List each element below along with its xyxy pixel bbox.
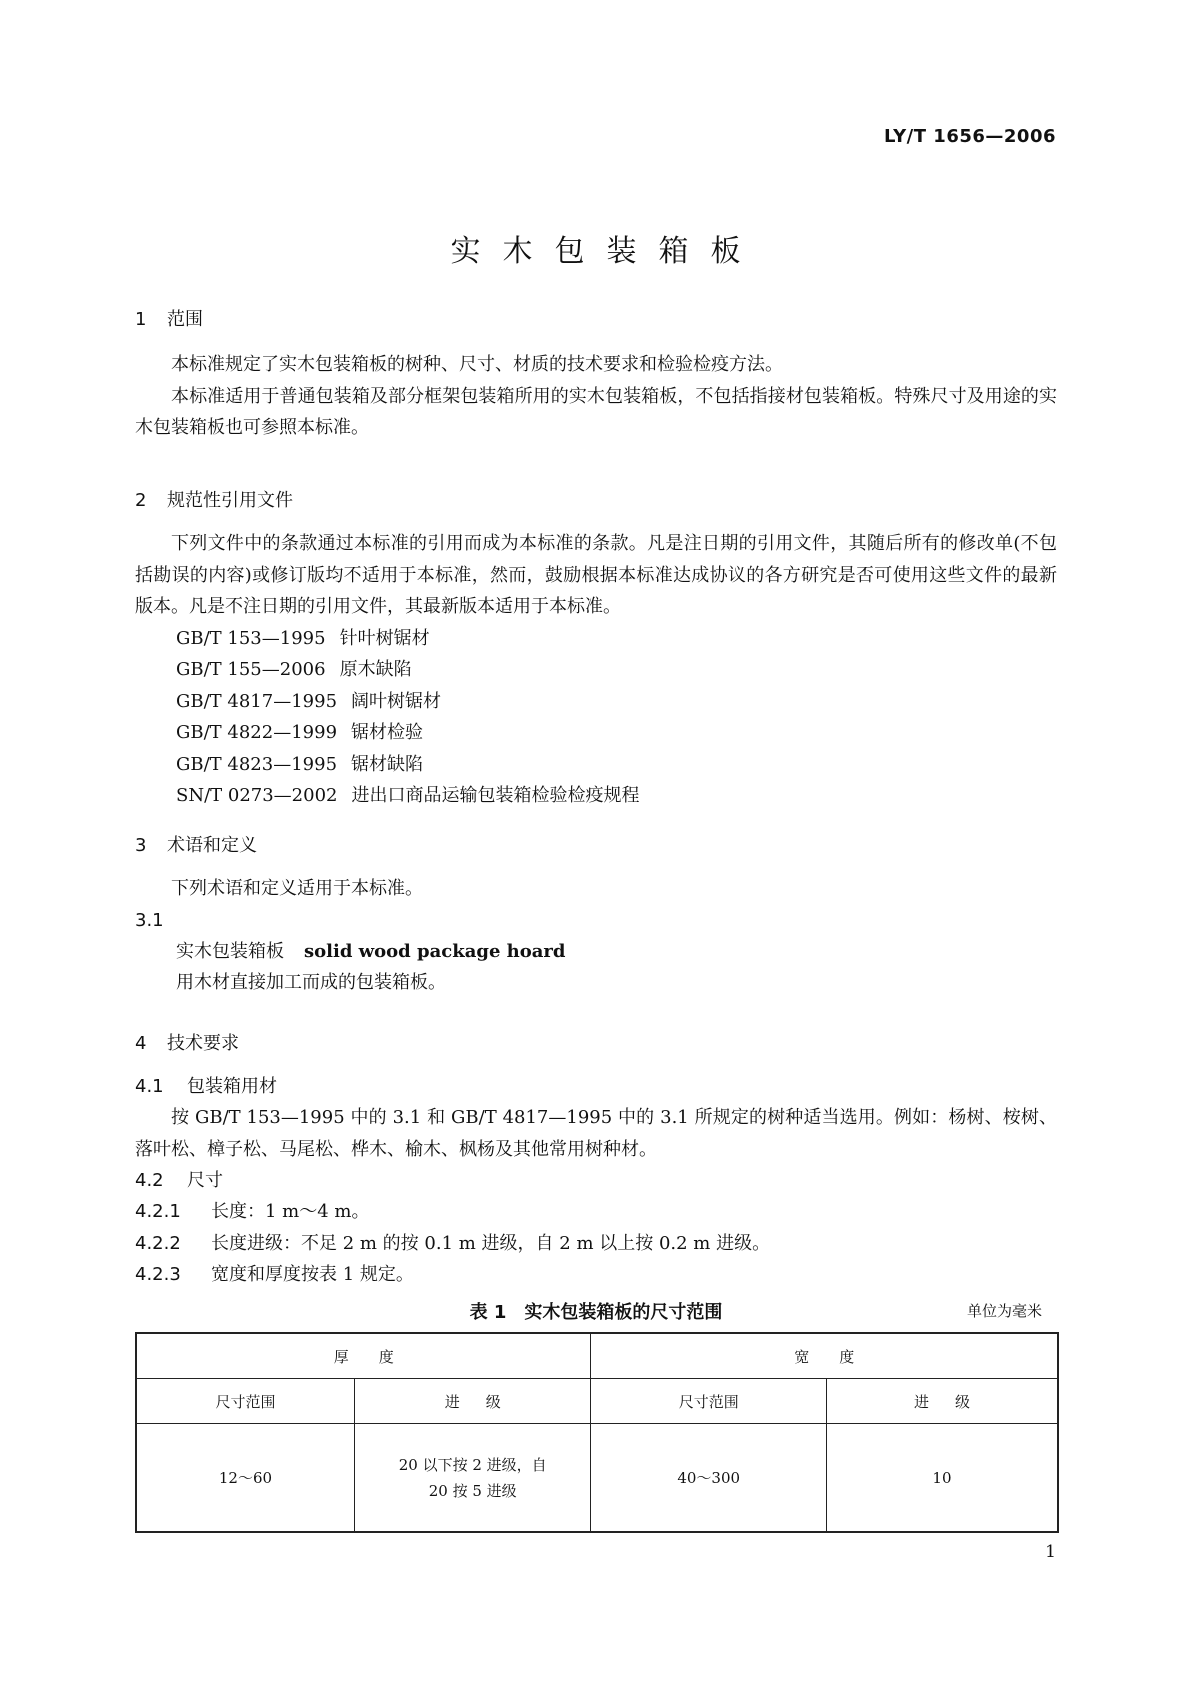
page-number: 1	[1045, 1542, 1056, 1562]
subsection-number: 4.2	[135, 1170, 164, 1191]
table-caption-row	[135, 1298, 1057, 1326]
reference-name: 锯材缺陷	[351, 753, 424, 775]
clause-number: 4.2.2	[135, 1232, 181, 1254]
subsection-title: 尺寸	[187, 1170, 223, 1191]
step-line-2: 20 按 5 进级	[428, 1481, 517, 1500]
section-4-heading	[135, 1031, 1057, 1057]
reference-name: 阔叶树锯材	[351, 690, 442, 712]
term-entry	[135, 936, 1057, 968]
reference-code: SN/T 0273—2002	[176, 785, 338, 806]
section-1-heading	[135, 307, 1057, 333]
clause-text: 长度进级：不足 2 m 的按 0.1 m 进级，自 2 m 以上按 0.2 m 进级。	[211, 1232, 771, 1254]
group-thickness: 厚度	[136, 1333, 591, 1379]
section-4	[135, 1031, 1057, 1291]
term-english: solid wood package hoard	[304, 940, 566, 962]
reference-name: 针叶树锯材	[339, 627, 430, 649]
reference-item	[135, 654, 1057, 686]
section-title: 技术要求	[167, 1033, 239, 1054]
clause-4-2-2	[135, 1228, 1057, 1260]
section-title: 术语和定义	[167, 835, 257, 856]
cell-width-step: 10	[826, 1424, 1058, 1533]
paragraph: 下列术语和定义适用于本标准。	[171, 878, 423, 899]
col-width-range: 尺寸范围	[591, 1379, 826, 1424]
paragraph: 下列文件中的条款通过本标准的引用而成为本标准的条款。凡是注日期的引用文件，其随后所有的修改单(不包括勘误的内容)或修订版均不适用于本标准，然而，鼓励根据本标准达成协议的各方研究是否可使用这些文件的最新版本。凡是不注日期的引用文件，其最新版本适用于本标准。	[135, 533, 1057, 617]
reference-code: GB/T 153—1995	[176, 627, 326, 649]
term-definition: 用木材直接加工而成的包装箱板。	[176, 972, 446, 993]
table-group-header	[136, 1333, 1058, 1379]
reference-code: GB/T 155—2006	[176, 659, 326, 680]
subsection-4-1-heading	[135, 1071, 1057, 1102]
col-thickness-step: 进级	[354, 1379, 591, 1424]
paragraph: 按 GB/T 153—1995 中的 3.1 和 GB/T 4817—1995 中的 3.1 所规定的树种适当选用。例如：杨树、桉树、落叶松、樟子松、马尾松、桦木、榆木、枫杨及其他常用树种材。	[135, 1107, 1057, 1160]
section-number: 1	[135, 309, 147, 330]
col-width-step: 进级	[826, 1379, 1058, 1424]
cell-width-range: 40～300	[591, 1424, 826, 1533]
dimension-table	[135, 1332, 1059, 1533]
reference-item	[135, 749, 1057, 781]
section-number: 2	[135, 490, 147, 511]
table-caption: 表 1 实木包装箱板的尺寸范围	[469, 1302, 723, 1323]
section-number: 4	[135, 1033, 147, 1054]
reference-item	[135, 686, 1057, 718]
subsection-title: 包装箱用材	[187, 1076, 277, 1097]
clause-4-2-3	[135, 1259, 1057, 1291]
step-line-1: 20 以下按 2 进级，自	[398, 1455, 547, 1474]
clause-number: 4.2.3	[135, 1264, 181, 1285]
clause-text: 宽度和厚度按表 1 规定。	[211, 1264, 414, 1285]
section-title: 范围	[167, 309, 203, 330]
section-2	[135, 488, 1057, 812]
reference-name: 锯材检验	[351, 722, 424, 743]
reference-code: GB/T 4823—1995	[176, 753, 338, 775]
document-code: LY/T 1656—2006	[883, 126, 1056, 147]
section-3	[135, 833, 1057, 999]
cell-thickness-step	[354, 1424, 591, 1533]
subsection-4-2-heading	[135, 1165, 1057, 1196]
reference-code: GB/T 4817—1995	[176, 690, 338, 712]
clause-text: 长度：1 m～4 m。	[211, 1201, 370, 1222]
table-column-header	[136, 1379, 1058, 1424]
reference-name: 原木缺陷	[339, 659, 412, 680]
section-2-heading	[135, 488, 1057, 514]
group-width: 宽度	[591, 1333, 1058, 1379]
clause-number: 4.2.1	[135, 1201, 181, 1222]
section-3-heading	[135, 833, 1057, 859]
paragraph: 本标准适用于普通包装箱及部分框架包装箱所用的实木包装箱板，不包括指接材包装箱板。特殊尺寸及用途的实木包装箱板也可参照本标准。	[135, 385, 1057, 438]
section-title: 规范性引用文件	[167, 490, 293, 511]
reference-name: 进出口商品运输包装箱检验检疫规程	[351, 785, 640, 806]
section-1	[135, 307, 1057, 444]
page-title: 实木包装箱板	[450, 234, 763, 269]
table-unit: 单位为毫米	[966, 1302, 1042, 1320]
col-thickness-range: 尺寸范围	[136, 1379, 354, 1424]
reference-code: GB/T 4822—1999	[176, 722, 338, 743]
reference-item	[135, 780, 1057, 812]
section-number: 3	[135, 835, 147, 856]
reference-item	[135, 717, 1057, 749]
table-row	[136, 1424, 1058, 1533]
clause-4-2-1	[135, 1196, 1057, 1228]
cell-thickness-range: 12～60	[136, 1424, 354, 1533]
subsection-number: 4.1	[135, 1076, 164, 1097]
paragraph: 本标准规定了实木包装箱板的树种、尺寸、材质的技术要求和检验检疫方法。	[171, 354, 783, 375]
subsection-number: 3.1	[135, 909, 164, 931]
term-chinese: 实木包装箱板	[176, 940, 284, 962]
reference-item	[135, 623, 1057, 655]
